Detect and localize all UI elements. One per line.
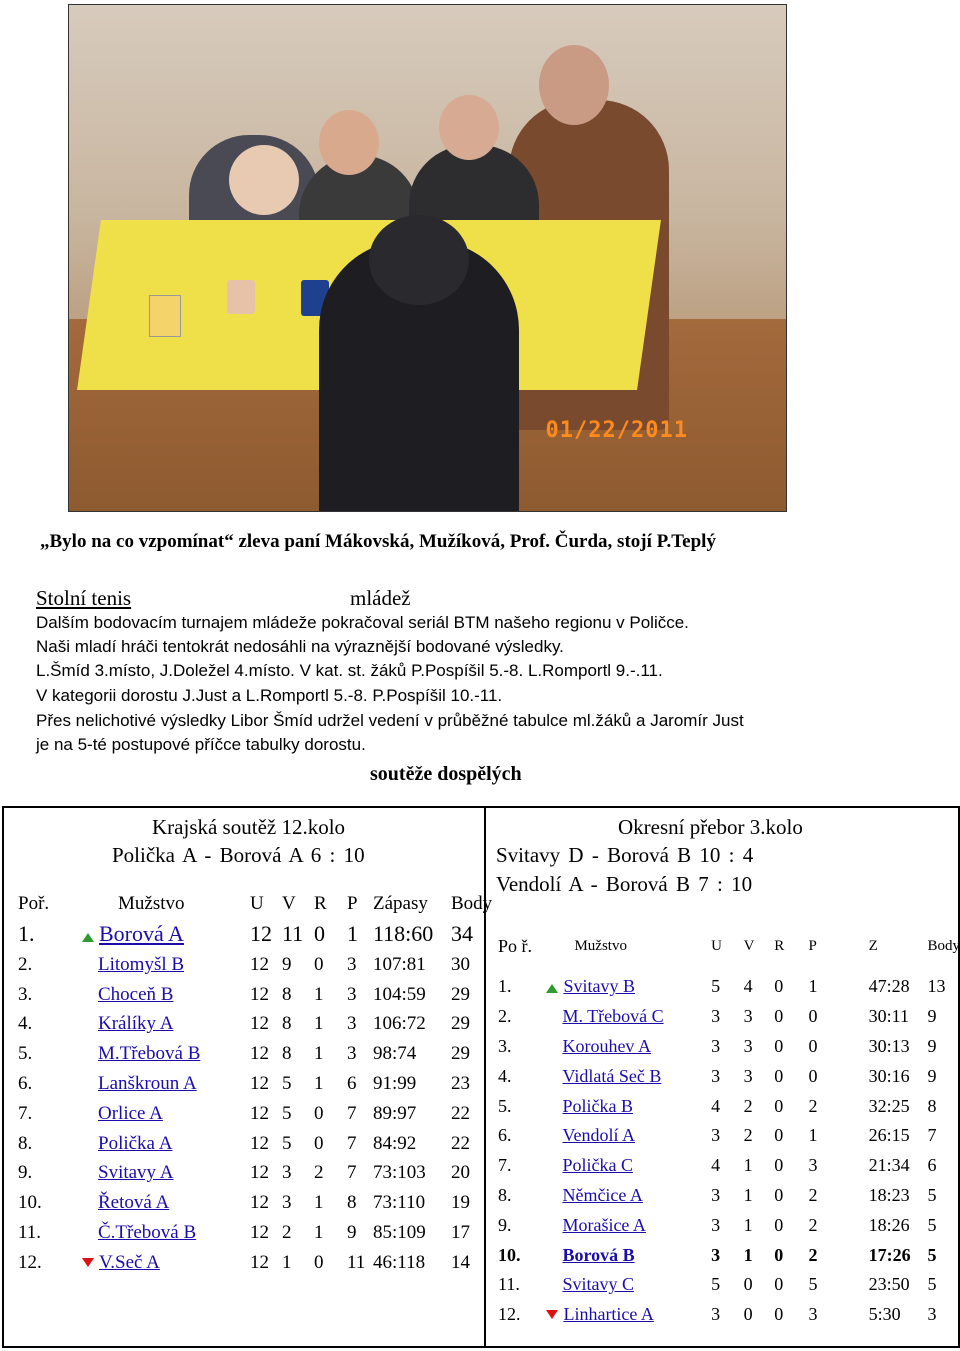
cell-p: 3 [347,1043,357,1065]
table-row [18,1248,492,1278]
cell-score: 107:81 [373,953,426,975]
cell-r: 1 [314,1073,324,1095]
table-row [18,1099,492,1129]
cell-team [78,1039,250,1069]
cell-u: 3 [711,1184,721,1205]
cell-score: 30:13 [868,1035,910,1056]
cell-r: 0 [774,1214,784,1235]
team-link[interactable]: Řetová A [98,1192,170,1214]
cell-pos: 3. [498,1035,512,1056]
cell-team [542,1032,711,1062]
right-match-1: Svitavy D - Borová B 10 : 4 [496,843,754,867]
cell-v: 9 [282,953,292,975]
cell-team [542,1151,711,1181]
relegation-arrow-icon [82,1258,94,1267]
cell-team [78,918,250,950]
cell-team [78,1218,250,1248]
team-link[interactable]: Lanškroun A [98,1073,197,1095]
cell-team [78,1010,250,1040]
promotion-arrow-icon [546,984,558,993]
photo-person-standing-head [539,45,609,125]
cell-team [78,1248,250,1278]
cell-u: 12 [250,1222,269,1244]
cell-v: 2 [743,1125,753,1146]
left-match: Polička A - Borová A 6 : 10 [112,843,365,867]
cell-u: 12 [250,1251,269,1273]
left-standings-table [18,890,492,1278]
left-title: Krajská soutěž 12.kolo [152,815,346,839]
cell-r: 0 [314,921,325,946]
table-row [18,1010,492,1040]
cell-r: 0 [774,1184,784,1205]
table-row [498,972,960,1002]
cell-score: 118:60 [373,921,434,946]
cell-p: 7 [347,1132,357,1154]
table-row [498,1240,960,1270]
cell-v: 2 [282,1222,292,1244]
youth-line: V kategorii dorostu J.Just a L.Romportl 5.-8. P.Pospíšil 10.-11. [36,686,503,705]
photo-beer-glass [149,295,181,337]
table-header [18,890,492,918]
col-v: V [282,893,296,914]
cell-v: 3 [743,1035,753,1056]
cell-u: 12 [250,983,269,1005]
cell-p: 0 [808,1006,818,1027]
col-points: Body [927,937,960,954]
cell-score: 5:30 [868,1304,901,1325]
cell-score: 30:11 [868,1006,909,1027]
cell-score: 84:92 [373,1132,417,1154]
cell-v: 8 [282,1043,292,1065]
table-row [18,1039,492,1069]
team-link[interactable]: Králíky A [98,1013,174,1035]
cell-p: 9 [347,1222,357,1244]
table-row [498,1300,960,1330]
table-row [18,918,492,950]
cell-score: 73:103 [373,1162,426,1184]
cell-r: 0 [314,1102,324,1124]
cell-u: 3 [711,1125,721,1146]
cell-p: 6 [347,1073,357,1095]
cell-p: 2 [808,1184,818,1205]
team-link[interactable]: Choceň B [98,983,174,1005]
col-team: Mužstvo [574,937,627,954]
team-link[interactable]: Litomyšl B [98,953,185,975]
cell-score: 26:15 [868,1125,910,1146]
team-link[interactable]: Č.Třebová B [98,1222,197,1244]
table-row [498,1002,960,1032]
photo-person-back-head [369,215,469,305]
cell-r: 0 [774,1006,784,1027]
cell-v: 3 [743,1065,753,1086]
cell-score: 47:28 [868,976,910,997]
team-link[interactable]: Němčice A [562,1184,643,1205]
cell-points: 8 [927,1095,937,1116]
col-r: R [314,893,327,914]
cell-points: 22 [451,1102,470,1124]
table-row [18,1218,492,1248]
cell-v: 1 [743,1155,753,1176]
cell-team [78,1159,250,1189]
cell-r: 1 [314,1222,324,1244]
cell-p: 3 [808,1155,818,1176]
cell-r: 0 [774,1035,784,1056]
relegation-arrow-icon [546,1310,558,1319]
cell-pos: 2. [498,1006,512,1027]
cell-points: 14 [451,1251,470,1273]
section-title-sub: mládež [350,586,411,610]
cell-u: 3 [711,1065,721,1086]
cell-team [78,980,250,1010]
col-p: P [808,937,817,954]
cell-u: 3 [711,1214,721,1235]
col-u: U [711,937,722,954]
cell-r: 0 [774,1125,784,1146]
cell-v: 5 [282,1132,292,1154]
cell-pos: 10. [498,1244,521,1265]
cell-pos: 4. [18,1013,33,1035]
cell-v: 0 [743,1304,753,1325]
table-row [498,1151,960,1181]
cell-p: 3 [347,1013,357,1035]
table-row [18,1188,492,1218]
youth-line: L.Šmíd 3.místo, J.Doležel 4.místo. V kat. st. žáků P.Pospíšil 5.-8. L.Romportl 9.-.11. [36,661,663,680]
table-row [498,1210,960,1240]
col-score: Z [868,937,878,954]
cell-pos: 5. [498,1095,512,1116]
cell-points: 29 [451,1013,470,1035]
cell-points: 13 [927,976,946,997]
cell-r: 0 [314,1132,324,1154]
cell-score: 17:26 [868,1244,911,1265]
team-link[interactable]: Svitavy A [98,1162,174,1184]
cell-r: 2 [314,1162,324,1184]
cell-pos: 7. [18,1102,33,1124]
cell-points: 5 [927,1184,937,1205]
cell-pos: 12. [18,1251,42,1273]
cell-team [542,1121,711,1151]
cell-u: 12 [250,921,272,946]
cell-v: 1 [743,1214,753,1235]
cell-r: 1 [314,1043,324,1065]
cell-u: 12 [250,1132,269,1154]
cell-pos: 3. [18,983,33,1005]
cell-p: 1 [808,976,818,997]
cell-team [542,1300,711,1330]
team-link[interactable]: V.Seč A [99,1251,160,1273]
cell-r: 0 [314,953,324,975]
table-row [498,1061,960,1091]
cell-team [542,972,711,1002]
cell-u: 12 [250,1192,269,1214]
adult-competitions-heading: soutěže dospělých [370,763,522,785]
cell-score: 104:59 [373,983,426,1005]
cell-points: 22 [451,1132,470,1154]
cell-pos: 2. [18,953,33,975]
cell-score: 91:99 [373,1073,417,1095]
cell-score: 21:34 [868,1155,910,1176]
cell-points: 5 [927,1214,937,1235]
section-title [36,586,411,611]
table-row [18,980,492,1010]
cell-v: 2 [743,1095,753,1116]
cell-r: 1 [314,1013,324,1035]
cell-v: 8 [282,1013,292,1035]
col-v: V [743,937,755,954]
team-link[interactable]: Polička B [562,1095,633,1116]
cell-r: 0 [774,1304,784,1325]
cell-r: 0 [774,1065,784,1086]
table-row [18,950,492,980]
photo-person-3-head [439,95,499,160]
cell-u: 5 [711,976,721,997]
cell-points: 9 [927,1065,937,1086]
table-row [498,1121,960,1151]
team-link[interactable]: Svitavy B [563,976,635,997]
cell-team [542,1061,711,1091]
col-team: Mužstvo [118,893,185,914]
right-standings-table [498,920,960,1330]
cell-pos: 1. [498,976,512,997]
cell-points: 5 [927,1274,937,1295]
table-row [18,1069,492,1099]
cell-u: 12 [250,953,269,975]
cell-u: 5 [711,1274,721,1295]
cell-p: 8 [347,1192,357,1214]
cell-pos: 10. [18,1192,42,1214]
team-link[interactable]: Svitavy C [562,1274,634,1295]
promotion-arrow-icon [82,933,94,942]
cell-p: 11 [347,1251,366,1273]
photo-mug [227,280,255,314]
right-match-2: Vendolí A - Borová B 7 : 10 [496,872,753,896]
cell-u: 3 [711,1304,721,1325]
photo-person-1-head [229,145,299,215]
cell-score: 89:97 [373,1102,417,1124]
photo-date-stamp: 01/22/2011 [545,418,688,443]
cell-u: 12 [250,1013,269,1035]
cell-p: 7 [347,1162,357,1184]
cell-v: 1 [743,1244,753,1265]
cell-score: 85:109 [373,1222,426,1244]
cell-pos: 7. [498,1155,512,1176]
cell-u: 12 [250,1073,269,1095]
cell-r: 0 [774,1155,784,1176]
col-score: Zápasy [373,893,428,914]
cell-p: 0 [808,1065,818,1086]
cell-pos: 6. [498,1125,512,1146]
cell-v: 3 [743,1006,753,1027]
cell-pos: 8. [498,1184,512,1205]
cell-u: 12 [250,1043,269,1065]
table-row [498,1091,960,1121]
cell-points: 9 [927,1035,937,1056]
table-row [498,1270,960,1300]
section-title-main: Stolní tenis [36,586,132,610]
cell-pos: 12. [498,1304,521,1325]
cell-points: 7 [927,1125,937,1146]
cell-points: 30 [451,953,470,975]
col-points: Body [451,893,493,914]
cell-points: 29 [451,1043,470,1065]
cell-team [78,1188,250,1218]
team-link[interactable]: Polička C [562,1155,633,1176]
team-link[interactable]: Vidlatá Seč B [562,1065,662,1086]
team-link[interactable]: M.Třebová B [98,1043,201,1065]
cell-p: 2 [808,1214,818,1235]
cell-v: 1 [743,1184,753,1205]
cell-team [78,1099,250,1129]
team-link[interactable]: Polička A [98,1132,173,1154]
cell-score: 18:26 [868,1214,910,1235]
col-pos: Poř. [18,893,50,914]
cell-score: 98:74 [373,1043,417,1065]
col-u: U [250,893,264,914]
team-link[interactable]: Borová B [562,1244,635,1265]
youth-line: je na 5-té postupové příčce tabulky dorostu. [36,735,366,754]
table-row [18,1159,492,1189]
photo-person-2-head [319,110,379,175]
cell-p: 7 [347,1102,357,1124]
cell-v: 4 [743,976,753,997]
cell-u: 12 [250,1162,269,1184]
cell-r: 0 [774,976,784,997]
team-link[interactable]: Orlice A [98,1102,163,1124]
cell-pos: 4. [498,1065,512,1086]
cell-team [78,1069,250,1099]
cell-u: 4 [711,1095,721,1116]
col-pos: Po ř. [498,936,533,956]
team-link[interactable]: Korouhev A [562,1035,651,1056]
cell-pos: 9. [18,1162,33,1184]
cell-p: 3 [347,983,357,1005]
cell-r: 0 [314,1251,324,1273]
cell-v: 11 [282,921,304,946]
cell-points: 19 [451,1192,470,1214]
cell-team [542,1002,711,1032]
cell-points: 20 [451,1162,470,1184]
youth-line: Naši mladí hráči tentokrát nedosáhli na výraznější bodované výsledky. [36,637,564,656]
table-row [498,1032,960,1062]
cell-v: 8 [282,983,292,1005]
youth-line: Přes nelichotivé výsledky Libor Šmíd udržel vedení v průběžné tabulce ml.žáků a Jaromír Just [36,711,744,730]
cell-score: 106:72 [373,1013,426,1035]
col-r: R [774,937,785,954]
team-link[interactable]: Morašice A [562,1214,646,1235]
cell-team [542,1181,711,1211]
team-link[interactable]: Linhartice A [563,1304,654,1325]
cell-u: 12 [250,1102,269,1124]
cell-r: 0 [774,1095,784,1116]
table-row [18,1129,492,1159]
col-p: P [347,893,358,914]
cell-v: 0 [743,1274,753,1295]
photo-caption: „Bylo na co vzpomínat“ zleva paní Mákovská, Mužíková, Prof. Čurda, stojí P.Teplý [40,531,716,552]
cell-p: 2 [808,1095,818,1116]
cell-team [542,1240,711,1270]
cell-u: 3 [711,1006,721,1027]
cell-v: 1 [282,1251,292,1273]
cell-p: 0 [808,1035,818,1056]
cell-pos: 9. [498,1214,512,1235]
cell-p: 5 [808,1274,818,1295]
cell-score: 46:118 [373,1251,426,1273]
cell-points: 5 [927,1244,937,1265]
table-row [498,1181,960,1211]
cell-p: 3 [347,953,357,975]
table-header [498,920,960,972]
cell-pos: 1. [18,921,35,946]
cell-pos: 11. [498,1274,520,1295]
cell-u: 3 [711,1035,721,1056]
cell-r: 1 [314,1192,324,1214]
cell-score: 23:50 [868,1274,910,1295]
cell-score: 18:23 [868,1184,910,1205]
cell-v: 3 [282,1162,292,1184]
cell-team [542,1091,711,1121]
cell-team [542,1270,711,1300]
cell-r: 1 [314,983,324,1005]
right-title: Okresní přebor 3.kolo [618,815,803,839]
cell-points: 29 [451,983,470,1005]
cell-pos: 8. [18,1132,33,1154]
cell-points: 6 [927,1155,937,1176]
cell-p: 1 [347,921,358,946]
cell-points: 17 [451,1222,470,1244]
cell-points: 9 [927,1006,937,1027]
team-link[interactable]: M. Třebová C [562,1006,664,1027]
cell-pos: 5. [18,1043,33,1065]
cell-points: 34 [451,921,473,946]
cell-points: 3 [927,1304,937,1325]
cell-r: 0 [774,1244,784,1265]
cell-pos: 11. [18,1222,42,1244]
cell-u: 4 [711,1155,721,1176]
cell-p: 3 [808,1304,818,1325]
cell-p: 2 [808,1244,818,1265]
cell-score: 30:16 [868,1065,910,1086]
cell-r: 0 [774,1274,784,1295]
team-link[interactable]: Borová A [99,921,184,946]
cell-team [78,950,250,980]
cell-pos: 6. [18,1073,33,1095]
youth-line: Dalším bodovacím turnajem mládeže pokračoval seriál BTM našeho regionu v Poličce. [36,613,689,632]
cell-team [542,1210,711,1240]
event-photo [68,4,787,512]
cell-points: 23 [451,1073,470,1095]
cell-p: 1 [808,1125,818,1146]
team-link[interactable]: Vendolí A [562,1125,635,1146]
cell-v: 5 [282,1073,292,1095]
cell-score: 32:25 [868,1095,910,1116]
cell-v: 5 [282,1102,292,1124]
cell-u: 3 [711,1244,721,1265]
cell-score: 73:110 [373,1192,426,1214]
cell-team [78,1129,250,1159]
cell-v: 3 [282,1192,292,1214]
